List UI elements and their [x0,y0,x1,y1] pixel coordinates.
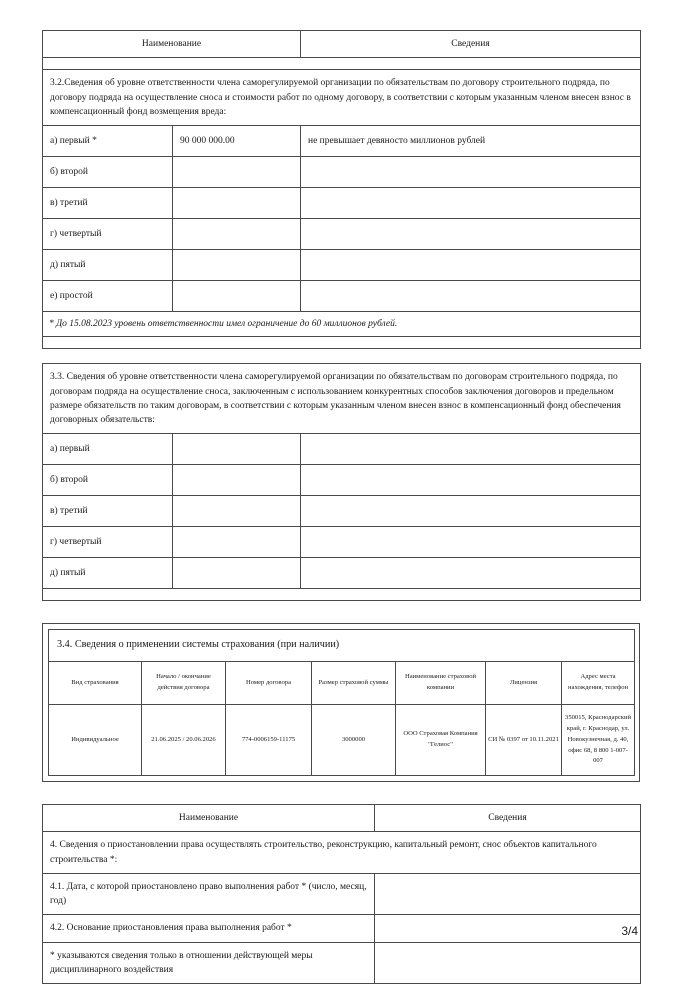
level-label: г) четвертый [43,527,173,558]
table-row [43,157,641,188]
level-amount [173,558,301,589]
section-3-2-intro: 3.2.Сведения об уровне ответственности члена саморегулируемой организации по обязательствам по договору строительного подряда, по договору подряда на осуществление сноса и стоимости работ по одному договору, в соответствии с которым указанным членом внесен взнос в компенсационный фонд возмещения вреда: [43,70,641,126]
col-contract-number: Номер договора [226,662,312,705]
section-4-row-value [375,915,641,942]
header-svedeniya: Сведения [375,805,641,832]
section-3-3-intro-row [43,364,641,434]
header-naименование: Наименование [43,31,301,58]
level-description [301,434,641,465]
level-description [301,465,641,496]
table-section-4 [42,804,641,984]
level-amount [173,219,301,250]
table-section-3-3 [42,363,641,601]
section-gap [42,601,640,623]
section-3-4-wrapper [42,623,640,782]
table-section-3-4 [48,629,635,776]
table-row [43,942,641,984]
cell-contract-period: 21.06.2025 / 20.06.2026 [142,705,226,776]
level-amount [173,188,301,219]
col-company-name: Наименование страховой компании [396,662,486,705]
section-4-row-value [375,942,641,984]
cell-contract-number: 774-0006159-11175 [226,705,312,776]
level-amount: 90 000 000.00 [173,126,301,157]
spacer-cell [43,337,641,349]
column-header-row [43,805,641,832]
cell-license: СИ № 0397 от 10.11.2021 [486,705,562,776]
spacer-row [43,58,641,70]
table-row [43,219,641,250]
col-contract-period: Начало / окончание действия договора [142,662,226,705]
level-amount [173,496,301,527]
header-svedeniya: Сведения [301,31,641,58]
table-row [43,558,641,589]
level-description: не превышает девяносто миллионов рублей [301,126,641,157]
level-amount [173,527,301,558]
spacer-row [43,337,641,349]
table-row [49,705,635,776]
col-insurance-type: Вид страхования [49,662,142,705]
section-4-row-value [375,873,641,915]
section-3-2-footnote-row [43,312,641,337]
level-description [301,219,641,250]
level-description [301,527,641,558]
level-amount [173,157,301,188]
column-header-row [43,31,641,58]
cell-company-name: ООО Страховая Компания "Гелиос" [396,705,486,776]
table-row [43,188,641,219]
level-description [301,558,641,589]
section-4-title: 4. Сведения о приостановлении права осуществлять строительство, реконструкцию, капитальный ремонт, снос объектов капитального строительства *: [43,832,641,874]
header-naименование: Наименование [43,805,375,832]
section-4-row-label: 4.1. Дата, с которой приостановлено право выполнения работ * (число, месяц, год) [43,873,375,915]
table-row [43,126,641,157]
level-description [301,157,641,188]
section-4-row-label: 4.2. Основание приостановления права выполнения работ * [43,915,375,942]
level-label: е) простой [43,281,173,312]
table-section-3-2 [42,30,641,349]
section-gap [42,782,640,804]
table-row [43,434,641,465]
level-label: б) второй [43,465,173,496]
section-4-footnote: * указываются сведения только в отношении действующей меры дисциплинарного воздействия [43,942,375,984]
section-3-2-footnote: * До 15.08.2023 уровень ответственности имел ограничение до 60 миллионов рублей. [43,312,641,337]
spacer-cell [43,58,641,70]
section-3-4-title: 3.4. Сведения о применении системы страхования (при наличии) [49,630,635,662]
table-row [43,496,641,527]
spacer-row [43,589,641,601]
level-label: в) третий [43,496,173,527]
table-row [43,873,641,915]
level-label: в) третий [43,188,173,219]
table-row [43,527,641,558]
cell-sum-insured: 3000000 [312,705,396,776]
col-address: Адрес места нахождения, телефон [562,662,635,705]
section-3-4-title-row [49,630,635,662]
level-amount [173,434,301,465]
level-label: а) первый * [43,126,173,157]
col-sum-insured: Размер страховой суммы [312,662,396,705]
table-row [43,465,641,496]
cell-address: 350015, Краснодарский край, г. Краснодар, ул. Новокузнечная, д. 40, офис 68, 8 800 1-007-007 [562,705,635,776]
level-label: а) первый [43,434,173,465]
spacer-cell [43,589,641,601]
col-license: Лицензия [486,662,562,705]
section-3-3-intro: 3.3. Сведения об уровне ответственности члена саморегулируемой организации по обязательствам по договорам строительного подряда, по договорам подряда на осуществление сноса, заключенным с использованием конкурентных способов заключения договоров и предельном размере обязательств по таким договорам, в соответствии с которым указанным членом внесен взнос в компенсационный фонд обеспечения договорных обязательств: [43,364,641,434]
section-3-2-intro-row [43,70,641,126]
section-gap [42,349,640,363]
level-description [301,188,641,219]
level-amount [173,465,301,496]
cell-insurance-type: Индивидуальное [49,705,142,776]
level-description [301,496,641,527]
level-label: д) пятый [43,250,173,281]
level-label: д) пятый [43,558,173,589]
page-number: 3/4 [621,924,638,938]
level-label: б) второй [43,157,173,188]
level-amount [173,250,301,281]
level-description [301,281,641,312]
section-4-title-row [43,832,641,874]
level-label: г) четвертый [43,219,173,250]
table-row [43,250,641,281]
level-amount [173,281,301,312]
table-row [43,915,641,942]
insurance-header-row [49,662,635,705]
level-description [301,250,641,281]
table-row [43,281,641,312]
